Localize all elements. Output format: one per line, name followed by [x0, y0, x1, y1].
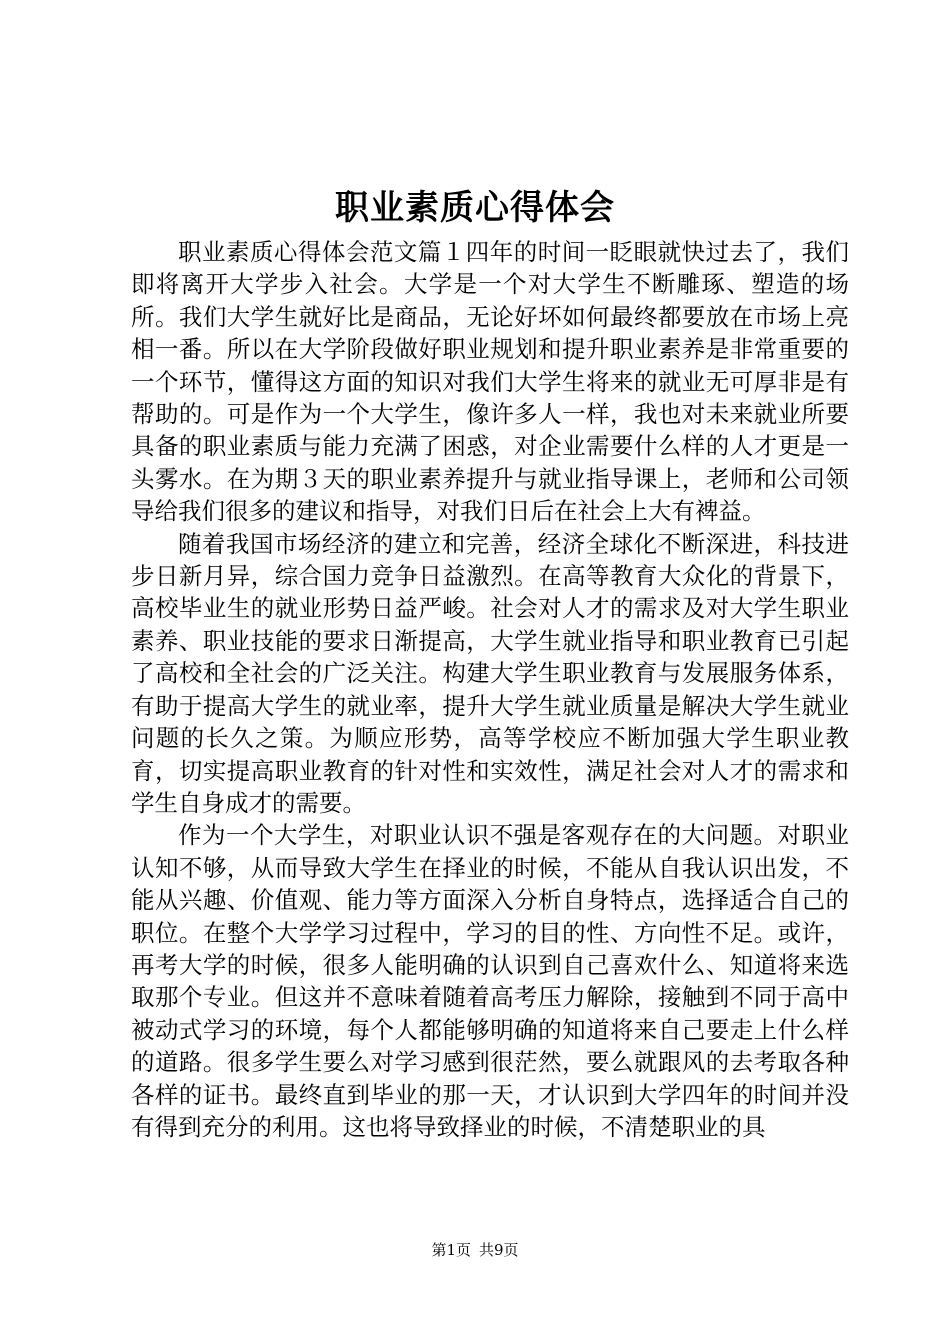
page-total: 共9页 — [479, 1241, 519, 1259]
page-number: 第1页 — [431, 1241, 471, 1259]
paragraph-2: 随着我国市场经济的建立和完善，经济全球化不断深进，科技进步日新月异，综合国力竞争日益激烈。在高等教育大众化的背景下，高校毕业生的就业形势日益严峻。社会对人才的需求及对大学生职业素养、职业技能的要求日渐提高，大学生就业指导和职业教育已引起了高校和全社会的广泛关注。构建大学生职业教育与发展服务体系，有助于提高大学生的就业率，提升大学生就业质量是解决大学生就业问题的长久之策。为顺应形势，高等学校应不断加强大学生职业教育，切实提高职业教育的针对性和实效性，满足社会对人才的需求和学生自身成才的需要。 — [131, 529, 849, 817]
page-footer — [0, 1240, 950, 1260]
paragraph-1: 职业素质心得体会范文篇１四年的时间一眨眼就快过去了，我们即将离开大学步入社会。大学是一个对大学生不断雕琢、塑造的场所。我们大学生就好比是商品，无论好坏如何最终都要放在市场上亮相一番。所以在大学阶段做好职业规划和提升职业素养是非常重要的一个环节，懂得这方面的知识对我们大学生将来的就业无可厚非是有帮助的。可是作为一个大学生，像许多人一样，我也对未来就业所要具备的职业素质与能力充满了困惑，对企业需要什么样的人才更是一头雾水。在为期３天的职业素养提升与就业指导课上，老师和公司领导给我们很多的建议和指导，对我们日后在社会上大有裨益。 — [131, 238, 849, 526]
document-title: 职业素质心得体会 — [335, 188, 615, 228]
document-body — [131, 236, 849, 1143]
paragraph-3: 作为一个大学生，对职业认识不强是客观存在的大问题。对职业认知不够，从而导致大学生在择业的时候，不能从自我认识出发，不能从兴趣、价值观、能力等方面深入分析自身特点，选择适合自己的职位。在整个大学学习过程中，学习的目的性、方向性不足。或许，再考大学的时候，很多人能明确的认识到自己喜欢什么、知道将来选取那个专业。但这并不意味着随着高考压力解除，接触到不同于高中被动式学习的环境，每个人都能够明确的知道将来自己要走上什么样的道路。很多学生要么对学习感到很茫然，要么就跟风的去考取各种各样的证书。最终直到毕业的那一天，才认识到大学四年的时间并没有得到充分的利用。这也将导致择业的时候，不清楚职业的具 — [131, 821, 849, 1141]
